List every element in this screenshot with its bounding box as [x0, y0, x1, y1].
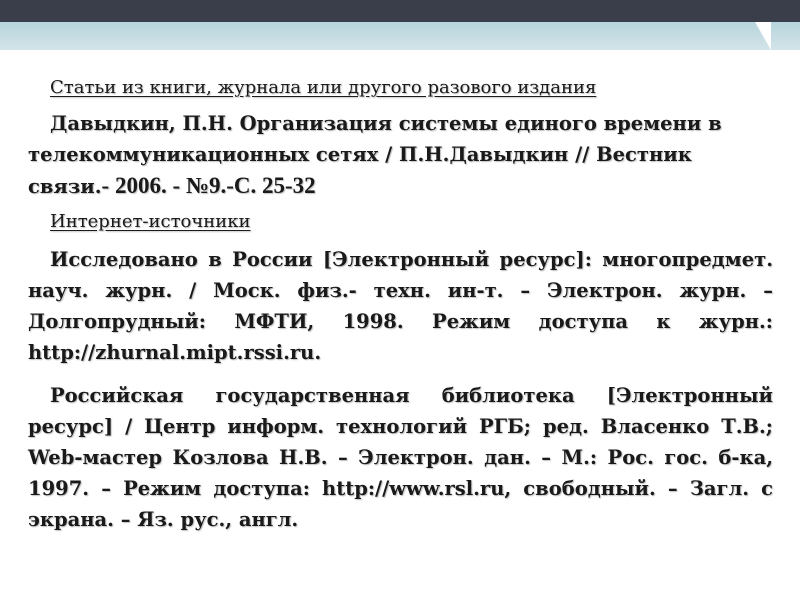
accent-notch — [755, 22, 771, 50]
header-bar — [0, 0, 800, 22]
reference-entry: Исследовано в России [Электронный ресурс]: многопредмет. науч. журн. / Моск. физ.- техн. ин-т. – Электрон. журн. – Долгопрудный: МФТИ, 1998. Режим доступа к журн.: http://zhurnal.mipt.rssi.ru. — [28, 248, 773, 364]
reference-pages: - 2006. - №9.-С. 25-32 — [101, 173, 316, 198]
reference-entry — [28, 108, 773, 202]
heading-internet-sources: Интернет-источники — [50, 211, 251, 232]
reference-text: Давыдкин, П.Н. Организация системы единого времени в телекоммуникационных сетях / П.Н.Давыдкин // Вестник связи. — [28, 112, 722, 198]
accent-strip — [0, 22, 800, 50]
reference-entry: Российская государственная библиотека [Электронный ресурс] / Центр информ. технологий РГБ; ред. Власенко Т.В.; Web-мастер Козлова Н.В. – Электрон. дан. – М.: Рос. гос. б-ка, 1997. – Режим доступа: http://www.rsl.ru, свободный. – Загл. с экрана. – Яз. рус., англ. — [28, 384, 773, 531]
heading-book-articles: Статьи из книги, журнала или другого разового издания — [50, 77, 597, 98]
slide-content — [28, 74, 773, 535]
